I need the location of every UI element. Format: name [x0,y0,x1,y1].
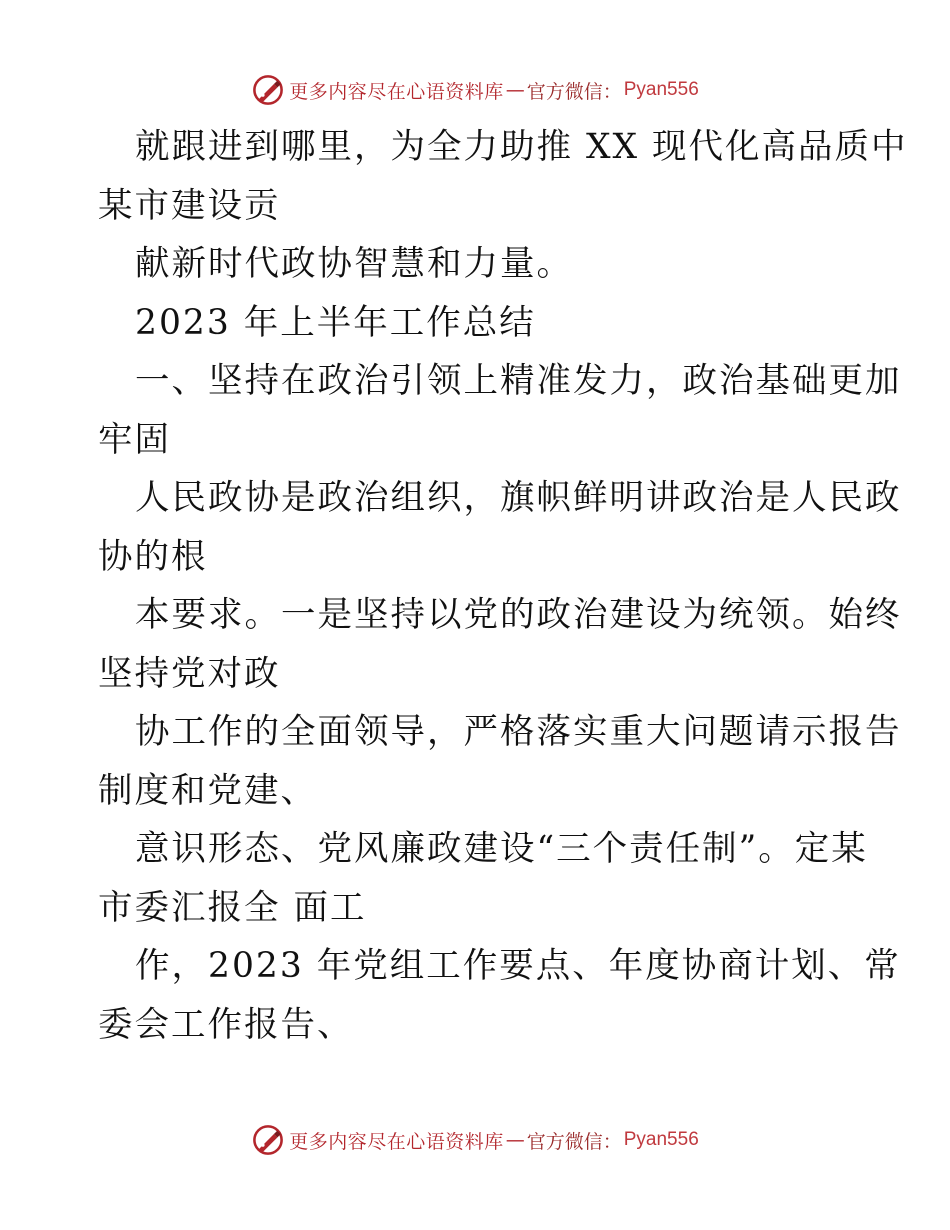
pen-logo-icon [251,73,285,107]
body-line-12: 制度和党建、 [98,770,317,811]
body-line-8: 协的根 [98,536,208,577]
body-line-14: 市委汇报全 面工 [98,887,367,928]
body-line-2: 某市建设贡 [98,185,281,226]
document-body [98,118,908,1054]
footer-wechat-label: 官方微信： [526,1130,622,1153]
body-line-13: 意识形态、党风廉政建设“三个责任制”。定某 [135,829,868,869]
footer-site-text: 更多内容尽在心语资料库 [289,1130,504,1153]
body-line-6: 牢固 [98,419,171,460]
body-line-9: 本要求。一是坚持以党的政治建设为统领。始终 [135,595,902,635]
body-line-4: 2023 年上半年工作总结 [135,302,536,343]
header-wechat-label: 官方微信： [526,80,622,103]
header-banner [0,70,950,110]
body-line-16: 委会工作报告、 [98,1004,354,1045]
body-line-10: 坚持党对政 [98,653,281,694]
body-line-15: 作，2023 年党组工作要点、年度协商计划、常 [135,946,901,986]
footer-wechat-id: Pyan556 [623,1129,699,1150]
footer-banner [0,1120,950,1160]
header-wechat-id: Pyan556 [623,79,699,100]
body-line-7: 人民政协是政治组织，旗帜鲜明讲政治是人民政 [135,478,902,518]
pen-logo-icon [251,1123,285,1157]
body-line-3: 献新时代政协智慧和力量。 [135,244,573,284]
body-line-11: 协工作的全面领导，严格落实重大问题请示报告 [135,712,902,752]
header-site-text: 更多内容尽在心语资料库 [289,80,504,103]
body-line-1: 就跟进到哪里，为全力助推 XX 现代化高品质中 [135,127,908,167]
body-line-5: 一、坚持在政治引领上精准发力，政治基础更加 [135,361,902,401]
header-dash: — [505,79,525,101]
footer-dash: — [505,1129,525,1151]
